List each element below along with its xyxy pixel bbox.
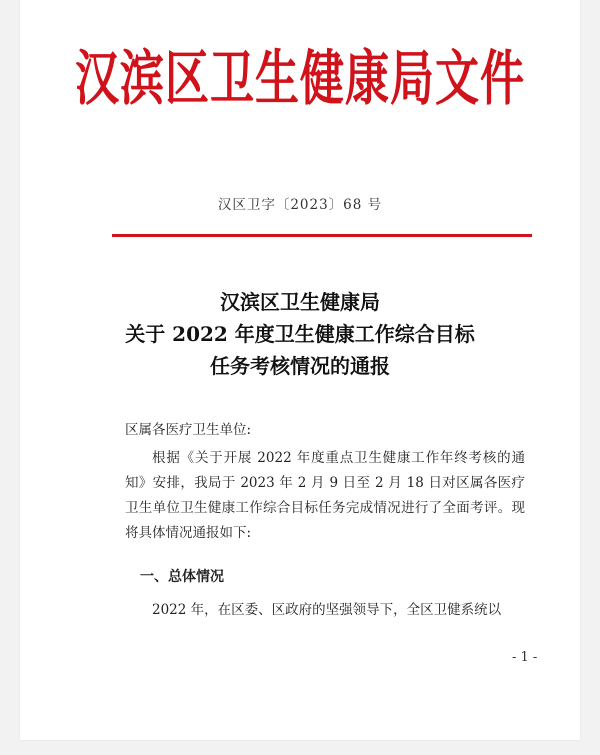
title-line-3: 任务考核情况的通报 <box>210 354 390 378</box>
document-number: 汉区卫字〔2023〕68 号 <box>217 197 383 213</box>
document-title <box>20 286 580 382</box>
salutation: 区属各医疗卫生单位: <box>125 422 252 438</box>
page-number: - 1 - <box>512 650 538 665</box>
title-line-1: 汉滨区卫生健康局 <box>220 290 380 314</box>
red-divider <box>112 234 532 237</box>
body-paragraph-2: 2022 年，在区委、区政府的坚强领导下，全区卫健系统以 <box>152 602 502 618</box>
section-heading: 一、总体情况 <box>140 569 224 585</box>
document-header-title: 汉滨区卫生健康局文件 <box>75 44 525 114</box>
document-page <box>20 0 580 740</box>
body-paragraph-1: 根据《关于开展 2022 年度重点卫生健康工作年终考核的通知》安排，我局于 2023 年 2 月 9 日至 2 月 18 日对区属各医疗卫生单位卫生健康工作综合目标任务完成情况进行了全面考评。现将具体情况通报如下: <box>125 450 525 541</box>
title-line-2: 关于 2022 年度卫生健康工作综合目标 <box>125 322 475 346</box>
